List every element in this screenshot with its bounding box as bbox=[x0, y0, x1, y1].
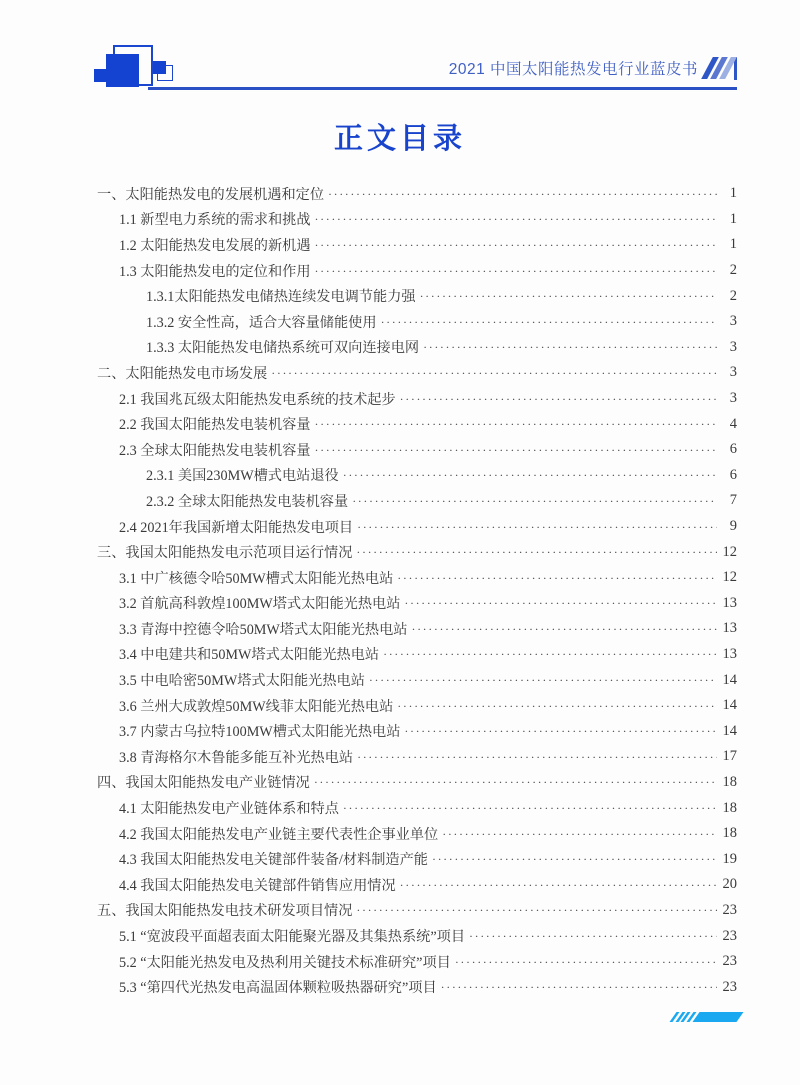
ribbon-bar bbox=[692, 1012, 743, 1022]
toc-entry-page: 3 bbox=[729, 390, 737, 407]
toc-entry-page: 4 bbox=[729, 415, 737, 432]
toc-entry-label: 3.4 中电建共和50MW塔式太阳能光热电站 bbox=[119, 647, 380, 664]
dot-leader bbox=[404, 597, 717, 609]
toc-entry-page: 18 bbox=[722, 773, 737, 790]
toc-entry-label: 2.4 2021年我国新增太阳能热发电项目 bbox=[119, 519, 354, 536]
toc-entry-page: 13 bbox=[722, 645, 737, 662]
toc-entry bbox=[97, 795, 737, 821]
toc-entry bbox=[97, 744, 737, 770]
toc-entry-page: 12 bbox=[722, 569, 737, 586]
toc-entry-label: 五、我国太阳能热发电技术研发项目情况 bbox=[97, 903, 353, 920]
toc-entry bbox=[97, 539, 737, 565]
toc-entry-page: 6 bbox=[729, 466, 737, 483]
toc-entry-label: 2.1 我国兆瓦级太阳能热发电系统的技术起步 bbox=[119, 391, 396, 408]
toc-entry-label: 2.2 我国太阳能热发电装机容量 bbox=[119, 417, 311, 434]
dot-leader bbox=[397, 572, 717, 584]
toc-entry-page: 23 bbox=[722, 978, 737, 995]
dot-leader bbox=[315, 444, 717, 456]
logo-filled-square bbox=[106, 54, 139, 87]
dot-leader bbox=[469, 930, 717, 942]
toc-entry-page: 1 bbox=[729, 185, 737, 202]
toc-entry-label: 5.2 “太阳能光热发电及热利用关键技术标准研究”项目 bbox=[119, 954, 451, 971]
dot-leader bbox=[356, 904, 717, 916]
dot-leader bbox=[343, 802, 717, 814]
toc-entry bbox=[97, 463, 737, 489]
toc-entry-page: 20 bbox=[722, 876, 737, 893]
toc-entry-page: 3 bbox=[729, 338, 737, 355]
toc-entry bbox=[97, 488, 737, 514]
table-of-contents bbox=[97, 181, 737, 1000]
dot-leader bbox=[404, 725, 717, 737]
toc-entry bbox=[97, 335, 737, 361]
toc-entry-label: 3.6 兰州大成敦煌50MW线菲太阳能光热电站 bbox=[119, 698, 394, 715]
toc-entry-label: 4.1 太阳能热发电产业链体系和特点 bbox=[119, 801, 339, 818]
dot-leader bbox=[352, 495, 717, 507]
toc-entry bbox=[97, 642, 737, 668]
toc-entry-page: 1 bbox=[729, 210, 737, 227]
toc-entry-page: 3 bbox=[729, 364, 737, 381]
toc-entry bbox=[97, 437, 737, 463]
dot-leader bbox=[411, 623, 717, 635]
toc-entry bbox=[97, 667, 737, 693]
toc-entry bbox=[97, 232, 737, 258]
toc-entry-label: 2.3.1 美国230MW槽式电站退役 bbox=[146, 468, 339, 485]
dot-leader bbox=[400, 393, 717, 405]
toc-entry bbox=[97, 846, 737, 872]
dot-leader bbox=[315, 213, 717, 225]
toc-entry-page: 13 bbox=[722, 620, 737, 637]
header-divider bbox=[148, 87, 737, 90]
toc-entry bbox=[97, 283, 737, 309]
toc-entry bbox=[97, 821, 737, 847]
dot-leader bbox=[343, 469, 717, 481]
toc-entry-label: 3.8 青海格尔木鲁能多能互补光热电站 bbox=[119, 749, 354, 766]
dot-leader bbox=[383, 648, 717, 660]
logo-small-right-square bbox=[153, 61, 166, 74]
toc-entry-page: 17 bbox=[722, 748, 737, 765]
toc-entry bbox=[97, 872, 737, 898]
logo-small-left-square bbox=[94, 69, 107, 82]
toc-entry bbox=[97, 591, 737, 617]
toc-entry bbox=[97, 770, 737, 796]
toc-entry-label: 3.5 中电哈密50MW塔式太阳能光热电站 bbox=[119, 673, 365, 690]
toc-entry-label: 5.3 “第四代光热发电高温固体颗粒吸热器研究”项目 bbox=[119, 980, 437, 997]
dot-leader bbox=[356, 546, 717, 558]
toc-entry-page: 13 bbox=[722, 594, 737, 611]
dot-leader bbox=[400, 879, 717, 891]
blue-squares-logo-icon bbox=[94, 42, 184, 92]
toc-entry-page: 18 bbox=[722, 825, 737, 842]
toc-entry-page: 14 bbox=[722, 722, 737, 739]
toc-entry bbox=[97, 974, 737, 1000]
toc-entry-page: 12 bbox=[722, 543, 737, 560]
toc-entry bbox=[97, 923, 737, 949]
toc-entry bbox=[97, 718, 737, 744]
toc-entry bbox=[97, 411, 737, 437]
dot-leader bbox=[423, 341, 717, 353]
toc-entry-label: 4.3 我国太阳能热发电关键部件装备/材料制造产能 bbox=[119, 852, 428, 869]
toc-entry bbox=[97, 207, 737, 233]
toc-entry-label: 4.2 我国太阳能热发电产业链主要代表性企事业单位 bbox=[119, 826, 439, 843]
toc-entry bbox=[97, 949, 737, 975]
toc-entry-page: 3 bbox=[729, 313, 737, 330]
toc-entry-label: 1.3 太阳能热发电的定位和作用 bbox=[119, 263, 311, 280]
toc-entry-label: 1.3.2 安全性高，适合大容量储能使用 bbox=[146, 314, 377, 331]
dot-leader bbox=[315, 418, 717, 430]
toc-entry-page: 2 bbox=[729, 287, 737, 304]
toc-entry-page: 23 bbox=[722, 953, 737, 970]
toc-entry-label: 2.3.2 全球太阳能热发电装机容量 bbox=[146, 493, 349, 510]
toc-entry-label: 1.2 太阳能热发电发展的新机遇 bbox=[119, 237, 311, 254]
toc-entry bbox=[97, 616, 737, 642]
toc-entry-label: 一、太阳能热发电的发展机遇和定位 bbox=[97, 186, 325, 203]
dot-leader bbox=[432, 853, 717, 865]
toc-entry-page: 14 bbox=[722, 671, 737, 688]
toc-entry-page: 19 bbox=[722, 850, 737, 867]
toc-entry-page: 18 bbox=[722, 799, 737, 816]
dot-leader bbox=[420, 290, 717, 302]
toc-entry-label: 四、我国太阳能热发电产业链情况 bbox=[97, 775, 310, 792]
toc-entry bbox=[97, 693, 737, 719]
toc-entry-label: 二、太阳能热发电市场发展 bbox=[97, 365, 268, 382]
toc-entry-page: 14 bbox=[722, 697, 737, 714]
toc-entry-page: 6 bbox=[729, 441, 737, 458]
toc-entry bbox=[97, 258, 737, 284]
toc-entry-page: 7 bbox=[729, 492, 737, 509]
dot-leader bbox=[357, 751, 717, 763]
toc-entry-label: 三、我国太阳能热发电示范项目运行情况 bbox=[97, 545, 353, 562]
dot-leader bbox=[315, 239, 717, 251]
toc-entry-label: 5.1 “宽波段平面超表面太阳能聚光器及其集热系统”项目 bbox=[119, 929, 466, 946]
toc-entry-label: 3.7 内蒙古乌拉特100MW槽式太阳能光热电站 bbox=[119, 724, 401, 741]
book-title: 2021 中国太阳能热发电行业蓝皮书 bbox=[448, 61, 698, 78]
dot-leader bbox=[397, 700, 717, 712]
toc-entry bbox=[97, 898, 737, 924]
toc-entry-label: 3.1 中广核德令哈50MW槽式太阳能光热电站 bbox=[119, 570, 394, 587]
toc-entry-label: 4.4 我国太阳能热发电关键部件销售应用情况 bbox=[119, 877, 396, 894]
dot-leader bbox=[369, 674, 717, 686]
toc-entry-label: 3.2 首航高科敦煌100MW塔式太阳能光热电站 bbox=[119, 596, 401, 613]
diagonal-slashes-icon bbox=[707, 56, 737, 80]
toc-entry-page: 9 bbox=[729, 518, 737, 535]
toc-entry-page: 23 bbox=[722, 927, 737, 944]
toc-entry-label: 3.3 青海中控德令哈50MW塔式太阳能光热电站 bbox=[119, 621, 408, 638]
dot-leader bbox=[271, 367, 717, 379]
toc-entry-page: 1 bbox=[729, 236, 737, 253]
toc-entry bbox=[97, 386, 737, 412]
dot-leader bbox=[442, 828, 717, 840]
toc-entry-page: 23 bbox=[722, 901, 737, 918]
toc-entry-page: 2 bbox=[729, 262, 737, 279]
toc-entry bbox=[97, 181, 737, 207]
toc-entry bbox=[97, 565, 737, 591]
dot-leader bbox=[315, 265, 717, 277]
toc-entry bbox=[97, 309, 737, 335]
dot-leader bbox=[328, 188, 717, 200]
toc-entry bbox=[97, 360, 737, 386]
toc-entry bbox=[97, 514, 737, 540]
dot-leader bbox=[314, 776, 717, 788]
toc-entry-label: 2.3 全球太阳能热发电装机容量 bbox=[119, 442, 311, 459]
cyan-ribbon-icon bbox=[673, 1012, 740, 1022]
dot-leader bbox=[357, 521, 717, 533]
page-title: 正文目录 bbox=[333, 123, 466, 155]
toc-entry-label: 1.1 新型电力系统的需求和挑战 bbox=[119, 212, 311, 229]
dot-leader bbox=[455, 956, 717, 968]
dot-leader bbox=[441, 981, 717, 993]
toc-entry-label: 1.3.1太阳能热发电储热连续发电调节能力强 bbox=[146, 289, 416, 306]
toc-entry-label: 1.3.3 太阳能热发电储热系统可双向连接电网 bbox=[146, 340, 420, 357]
dot-leader bbox=[381, 316, 717, 328]
